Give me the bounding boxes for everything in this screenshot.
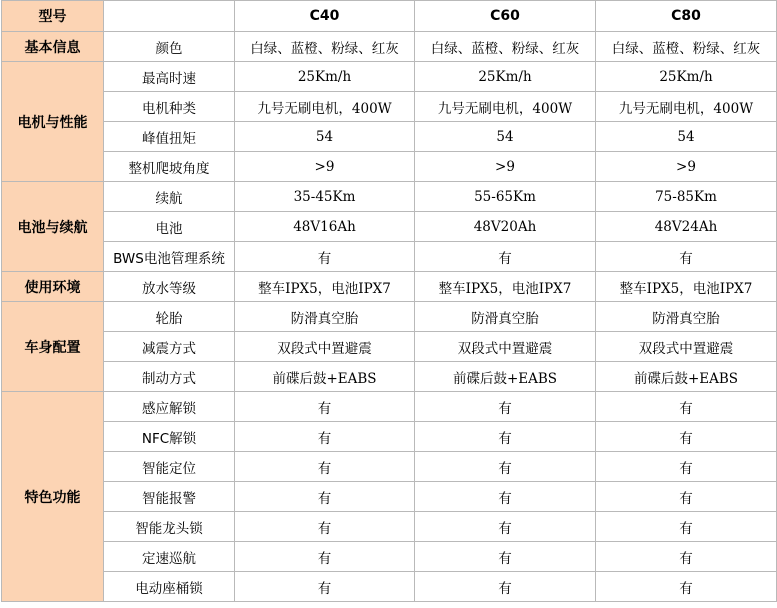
cell-c40: 九号无刷电机，400W [235, 92, 415, 122]
model-header-c60: C60 [415, 1, 596, 32]
table-row [2, 482, 777, 512]
model-header-c40: C40 [235, 1, 415, 32]
row-label: 放水等级 [104, 272, 235, 302]
header-blank-cell [104, 1, 235, 32]
table-row [2, 572, 777, 602]
cell-c60: 九号无刷电机，400W [415, 92, 596, 122]
cell-c40: 35-45Km [235, 182, 415, 212]
cell-c60: 有 [415, 452, 596, 482]
row-label: 峰值扭矩 [104, 122, 235, 152]
table-row [2, 122, 777, 152]
cell-c40: 54 [235, 122, 415, 152]
table-row [2, 152, 777, 182]
cell-c80: 48V24Ah [596, 212, 777, 242]
cell-c80: >9 [596, 152, 777, 182]
table-row [2, 92, 777, 122]
spec-comparison-table [1, 0, 777, 602]
cell-c80: 54 [596, 122, 777, 152]
category-cell-body-config: 车身配置 [2, 302, 104, 392]
row-label: 定速巡航 [104, 542, 235, 572]
cell-c60: 前碟后鼓+EABS [415, 362, 596, 392]
cell-c40: 防滑真空胎 [235, 302, 415, 332]
row-label: 电池 [104, 212, 235, 242]
cell-c80: 有 [596, 452, 777, 482]
cell-c40: 有 [235, 452, 415, 482]
cell-c60: 白绿、蓝橙、粉绿、红灰 [415, 32, 596, 62]
cell-c60: 有 [415, 542, 596, 572]
cell-c80: 75-85Km [596, 182, 777, 212]
cell-c80: 有 [596, 422, 777, 452]
table-row [2, 302, 777, 332]
cell-c60: 有 [415, 512, 596, 542]
category-cell-motor-performance: 电机与性能 [2, 62, 104, 182]
table-row [2, 332, 777, 362]
cell-c40: 整车IPX5，电池IPX7 [235, 272, 415, 302]
row-label: 整机爬坡角度 [104, 152, 235, 182]
cell-c80: 有 [596, 242, 777, 272]
row-label: 智能定位 [104, 452, 235, 482]
cell-c80: 双段式中置避震 [596, 332, 777, 362]
cell-c40: 48V16Ah [235, 212, 415, 242]
row-label: BWS电池管理系统 [104, 242, 235, 272]
cell-c80: 有 [596, 392, 777, 422]
row-label: 最高时速 [104, 62, 235, 92]
table-row [2, 62, 777, 92]
cell-c60: 有 [415, 392, 596, 422]
cell-c60: 防滑真空胎 [415, 302, 596, 332]
row-label: 减震方式 [104, 332, 235, 362]
cell-c80: 有 [596, 482, 777, 512]
row-label: 感应解锁 [104, 392, 235, 422]
table-row [2, 182, 777, 212]
category-cell-featured-functions: 特色功能 [2, 392, 104, 602]
cell-c60: 整车IPX5，电池IPX7 [415, 272, 596, 302]
cell-c80: 有 [596, 542, 777, 572]
cell-c40: 有 [235, 422, 415, 452]
cell-c40: 前碟后鼓+EABS [235, 362, 415, 392]
table-row [2, 542, 777, 572]
table-row [2, 242, 777, 272]
cell-c40: 白绿、蓝橙、粉绿、红灰 [235, 32, 415, 62]
cell-c40: 有 [235, 242, 415, 272]
model-header-c80: C80 [596, 1, 777, 32]
cell-c40: 双段式中置避震 [235, 332, 415, 362]
row-label: 智能报警 [104, 482, 235, 512]
cell-c40: 有 [235, 392, 415, 422]
table-row [2, 212, 777, 242]
cell-c60: 25Km/h [415, 62, 596, 92]
table-row [2, 362, 777, 392]
cell-c80: 白绿、蓝橙、粉绿、红灰 [596, 32, 777, 62]
cell-c40: 有 [235, 542, 415, 572]
row-label: 电动座桶锁 [104, 572, 235, 602]
cell-c80: 前碟后鼓+EABS [596, 362, 777, 392]
category-cell-usage-environment: 使用环境 [2, 272, 104, 302]
cell-c40: 有 [235, 572, 415, 602]
header-corner-cell: 型号 [2, 1, 104, 32]
cell-c80: 防滑真空胎 [596, 302, 777, 332]
cell-c60: 有 [415, 422, 596, 452]
row-label: 电机种类 [104, 92, 235, 122]
cell-c60: 有 [415, 242, 596, 272]
cell-c60: >9 [415, 152, 596, 182]
cell-c80: 25Km/h [596, 62, 777, 92]
cell-c40: >9 [235, 152, 415, 182]
row-label: NFC解锁 [104, 422, 235, 452]
cell-c60: 双段式中置避震 [415, 332, 596, 362]
table-row [2, 422, 777, 452]
row-label: 轮胎 [104, 302, 235, 332]
table-row [2, 32, 777, 62]
header-row [2, 1, 777, 32]
cell-c60: 48V20Ah [415, 212, 596, 242]
cell-c80: 有 [596, 572, 777, 602]
cell-c40: 有 [235, 482, 415, 512]
table-row [2, 392, 777, 422]
row-label: 制动方式 [104, 362, 235, 392]
cell-c60: 有 [415, 482, 596, 512]
category-cell-battery-range: 电池与续航 [2, 182, 104, 272]
cell-c80: 九号无刷电机，400W [596, 92, 777, 122]
category-cell-basic-info: 基本信息 [2, 32, 104, 62]
cell-c40: 25Km/h [235, 62, 415, 92]
cell-c60: 54 [415, 122, 596, 152]
table-row [2, 512, 777, 542]
row-label: 智能龙头锁 [104, 512, 235, 542]
cell-c60: 55-65Km [415, 182, 596, 212]
row-label: 颜色 [104, 32, 235, 62]
cell-c80: 有 [596, 512, 777, 542]
cell-c60: 有 [415, 572, 596, 602]
table-row [2, 452, 777, 482]
table-row [2, 272, 777, 302]
cell-c80: 整车IPX5，电池IPX7 [596, 272, 777, 302]
cell-c40: 有 [235, 512, 415, 542]
row-label: 续航 [104, 182, 235, 212]
